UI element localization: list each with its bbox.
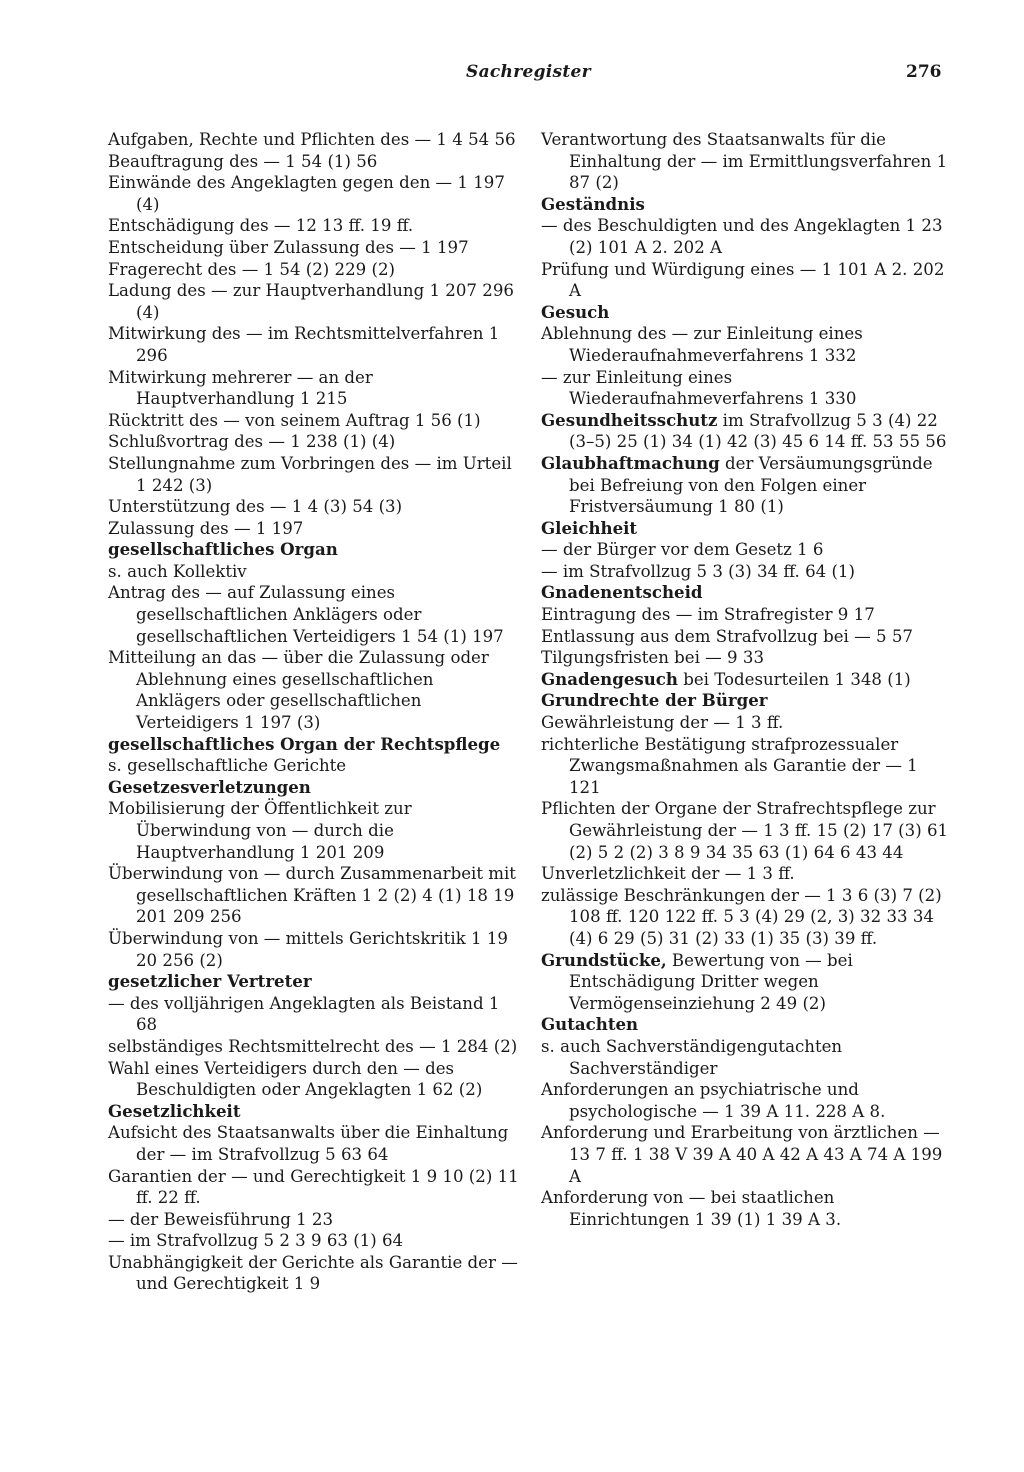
index-heading: Gutachten [541,1014,639,1035]
index-heading-term: Gnadengesuch [541,668,678,689]
index-subentry: — der Bürger vor dem Gesetz 1 6 [541,540,824,560]
index-heading-entry [541,453,953,518]
index-subentry: Aufsicht des Staatsanwalts über die Einhaltung der — im Strafvollzug 5 63 64 [108,1123,509,1164]
page-number: 276 [906,62,942,82]
index-heading: Gnadenentscheid [541,582,703,603]
index-heading-entry [541,950,953,1015]
index-subentry: Mobilisierung der Öffentlichkeit zur Überwindung von — durch die Hauptverhandlung 1 201 209 [108,799,412,862]
index-heading: gesellschaftliches Organ [108,539,338,560]
index-heading-term: Grundstücke, [541,949,667,970]
index-heading-remainder: bei Todesurteilen 1 348 (1) [677,669,911,689]
index-heading: Geständnis [541,193,645,214]
index-subentry: Unterstützung des — 1 4 (3) 54 (3) [108,497,403,517]
index-subentry: Pflichten der Organe der Strafrechtspflege zur Gewährleistung der — 1 3 ff. 15 (2) 17 (3) 61 (2) 5 2 (2) 3 8 9 34 35 63 (1) 64 6 43 44 [541,799,949,862]
index-subentry: Stellungnahme zum Vorbringen des — im Urteil 1 242 (3) [108,453,512,495]
index-subentry: — der Beweisführung 1 23 [108,1209,334,1229]
index-subentry: Unabhängigkeit der Gerichte als Garantie der — und Gerechtigkeit 1 9 [108,1252,518,1294]
index-subentry: s. auch Kollektiv [108,561,247,581]
index-heading-remainder: der Versäumungsgründe bei Befreiung von den Folgen einer Fristversäumung 1 80 (1) [569,453,933,517]
index-heading-entry [541,410,953,453]
index-subentry: Wahl eines Verteidigers durch den — des Beschuldigten oder Angeklagten 1 62 (2) [108,1058,483,1100]
index-subentry: Entschädigung des — 12 13 ff. 19 ff. [108,216,414,236]
index-heading: Gesetzlichkeit [108,1100,241,1121]
index-subentry: Ablehnung des — zur Einleitung eines Wiederaufnahmeverfahrens 1 332 [541,324,863,365]
index-heading-entry [541,669,953,691]
index-subentry: Anforderung und Erarbeitung von ärztlichen — 13 7 ff. 1 38 V 39 A 40 A 42 A 43 A 74 A 199 A [541,1123,943,1186]
index-heading-term: Glaubhaftmachung [541,452,720,473]
index-subentry: Schlußvortrag des — 1 238 (1) (4) [108,432,396,452]
index-subentry: — des Beschuldigten und des Angeklagten 1 23 (2) 101 A 2. 202 A [541,216,943,257]
index-subentry: Antrag des — auf Zulassung eines gesellschaftlichen Anklägers oder gesellschaftlichen Verteidigers 1 54 (1) 197 [108,583,504,646]
index-heading: Gesuch [541,301,610,322]
index-subentry: s. gesellschaftliche Gerichte [108,756,347,776]
index-subentry: Mitwirkung mehrerer — an der Hauptverhandlung 1 215 [108,367,373,409]
index-subentry: Garantien der — und Gerechtigkeit 1 9 10 (2) 11 ff. 22 ff. [108,1166,519,1208]
index-subentry: Aufgaben, Rechte und Pflichten des — 1 4 54 56 [108,130,516,149]
index-subentry: selbständiges Rechtsmittelrecht des — 1 284 (2) [108,1036,518,1056]
index-subentry: Zulassung des — 1 197 [108,518,304,538]
index-subentry: Entlassung aus dem Strafvollzug bei — 5 57 [541,626,913,646]
running-title: Sachregister [466,62,591,82]
index-subentry: Verantwortung des Staatsanwalts für die Einhaltung der — im Ermittlungsverfahren 1 87 (2) [541,130,948,193]
page-header [0,62,1024,92]
index-subentry: Entscheidung über Zulassung des — 1 197 [108,237,469,257]
index-column-left [108,129,520,1295]
index-subentry: Überwindung von — mittels Gerichtskritik 1 19 20 256 (2) [108,928,508,970]
index-subentry: Gewährleistung der — 1 3 ff. [541,713,784,733]
index-heading: gesetzlicher Vertreter [108,971,312,992]
index-subentry: — des volljährigen Angeklagten als Beistand 1 68 [108,993,500,1035]
index-subentry: Prüfung und Würdigung eines — 1 101 A 2. 202 A [541,259,945,301]
index-subentry: Anforderungen an psychiatrische und psychologische — 1 39 A 11. 228 A 8. [541,1080,886,1121]
index-subentry: Überwindung von — durch Zusammenarbeit mit gesellschaftlichen Kräften 1 2 (2) 4 (1) 18 19 201 209 256 [108,864,516,927]
index-heading: gesellschaftliches Organ der Rechtspflege [108,733,501,754]
index-subentry: — im Strafvollzug 5 2 3 9 63 (1) 64 [108,1231,404,1251]
index-subentry: Mitteilung an das — über die Zulassung oder Ablehnung eines gesellschaftlichen Anklägers oder gesellschaftlichen Verteidigers 1 197 (3) [108,648,489,733]
index-subentry: — im Strafvollzug 5 3 (3) 34 ff. 64 (1) [541,561,855,581]
index-subentry: richterliche Bestätigung strafprozessualer Zwangsmaßnahmen als Garantie der — 1 121 [541,734,918,797]
index-heading-remainder: Bewertung von — bei Entschädigung Dritter wegen Vermögenseinziehung 2 49 (2) [569,950,853,1013]
index-heading: Gesetzesverletzungen [108,776,311,797]
index-subentry: s. auch Sachverständigengutachten Sachverständiger [541,1036,843,1078]
index-subentry: Unverletzlichkeit der — 1 3 ff. [541,864,795,884]
index-subentry: Tilgungsfristen bei — 9 33 [541,648,765,668]
index-heading-term: Gesundheitsschutz [541,409,718,430]
index-subentry: zulässige Beschränkungen der — 1 3 6 (3) 7 (2) 108 ff. 120 122 ff. 5 3 (4) 29 (2, 3) 32 33 34 (4) 6 29 (5) 31 (2) 33 (1) 35 (3) 39 ff. [541,885,942,948]
index-heading-remainder: im Strafvollzug 5 3 (4) 22 (3–5) 25 (1) 34 (1) 42 (3) 45 6 14 ff. 53 55 56 [569,410,947,452]
index-heading: Grundrechte der Bürger [541,690,768,711]
index-subentry: — zur Einleitung eines Wiederaufnahmeverfahrens 1 330 [541,367,857,409]
index-subentry: Mitwirkung des — im Rechtsmittelverfahren 1 296 [108,324,500,365]
index-subentry: Rücktritt des — von seinem Auftrag 1 56 (1) [108,410,481,430]
index-column-right [541,129,953,1230]
index-subentry: Fragerecht des — 1 54 (2) 229 (2) [108,259,396,279]
index-subentry: Beauftragung des — 1 54 (1) 56 [108,151,378,171]
index-subentry: Einwände des Angeklagten gegen den — 1 197 (4) [108,173,505,214]
index-subentry: Anforderung von — bei staatlichen Einrichtungen 1 39 (1) 1 39 A 3. [541,1188,842,1229]
index-subentry: Ladung des — zur Hauptverhandlung 1 207 296 (4) [108,281,514,322]
index-subentry: Eintragung des — im Strafregister 9 17 [541,605,875,625]
index-heading: Gleichheit [541,517,638,538]
